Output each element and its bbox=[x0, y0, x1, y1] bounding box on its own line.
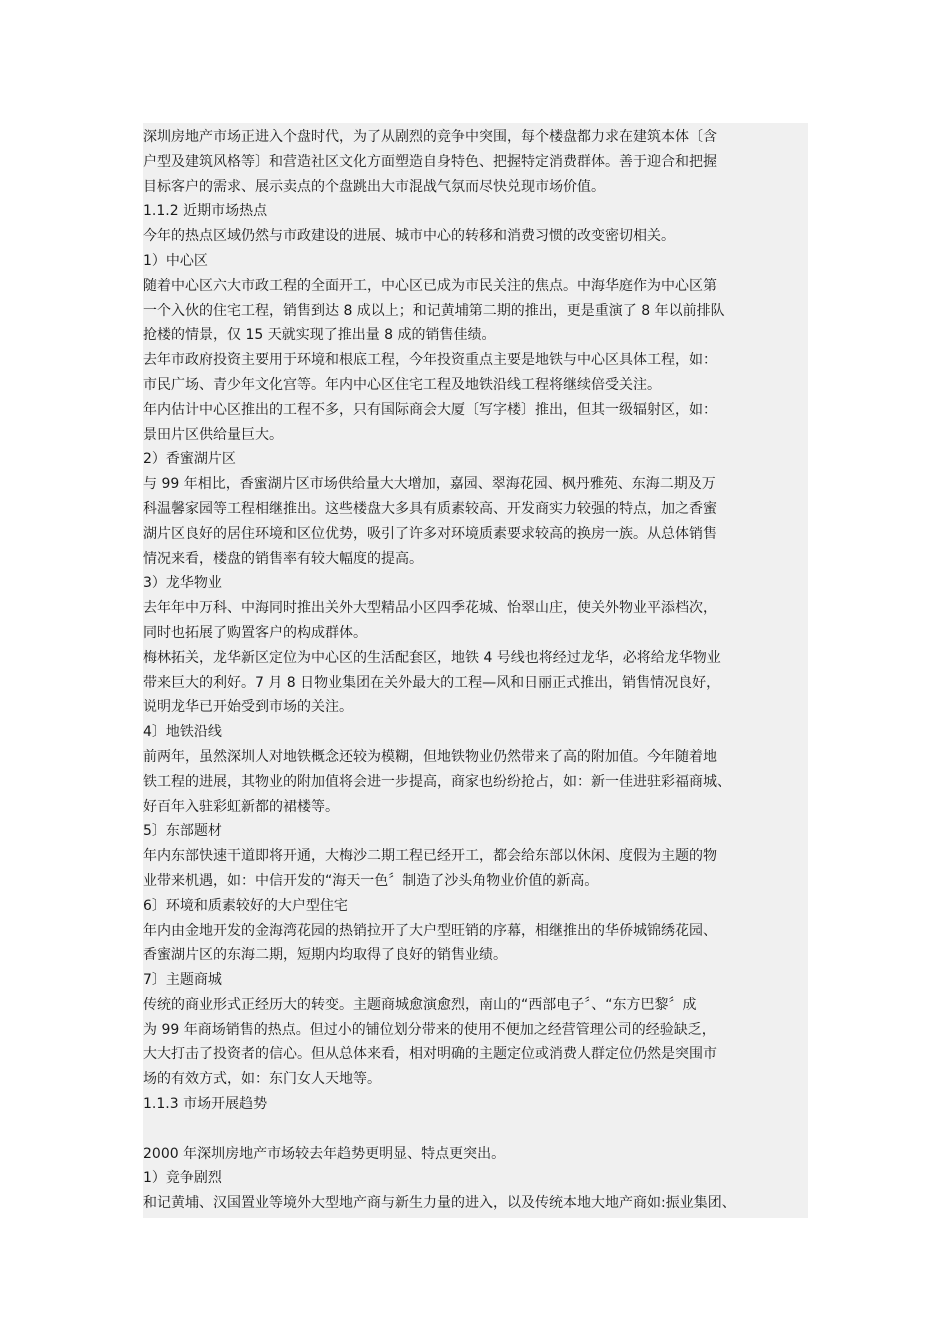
paragraph-line: 年内估计中心区推出的工程不多，只有国际商会大厦〔写字楼〕推出，但其一级辐射区，如： bbox=[143, 401, 717, 418]
paragraph-line: 铁工程的进展，其物业的附加值将会进一步提高，商家也纷纷抢占，如：新一佳进驻彩福商城、 bbox=[143, 773, 731, 790]
paragraph-line: 年内由金地开发的金海湾花园的热销拉开了大户型旺销的序幕，相继推出的华侨城锦绣花园、 bbox=[143, 922, 717, 939]
list-heading: 2）香蜜湖片区 bbox=[143, 451, 236, 468]
paragraph-line: 一个入伙的住宅工程，销售到达 8 成以上；和记黄埔第二期的推出，更是重演了 8 年以前排队 bbox=[143, 302, 725, 319]
list-heading: 7〕主题商城 bbox=[143, 972, 222, 989]
paragraph-line: 说明龙华已开始受到市场的关注。 bbox=[143, 699, 353, 716]
list-heading: 6〕环境和质素较好的大户型住宅 bbox=[143, 897, 348, 914]
list-heading: 5〕东部题材 bbox=[143, 823, 222, 840]
paragraph-line: 去年年中万科、中海同时推出关外大型精品小区四季花城、怡翠山庄，使关外物业平添档次， bbox=[143, 600, 717, 617]
paragraph-line: 同时也拓展了购置客户的构成群体。 bbox=[143, 624, 367, 641]
paragraph-line: 大大打击了投资者的信心。但从总体来看，相对明确的主题定位或消费人群定位仍然是突围市 bbox=[143, 1046, 717, 1063]
paragraph-line: 场的有效方式，如：东门女人天地等。 bbox=[143, 1071, 381, 1088]
paragraph-line: 前两年，虽然深圳人对地铁概念还较为模糊，但地铁物业仍然带来了高的附加值。今年随着地 bbox=[143, 748, 717, 765]
paragraph-line: 湖片区良好的居住环境和区位优势，吸引了许多对环境质素要求较高的换房一族。从总体销售 bbox=[143, 525, 717, 542]
paragraph-line: 随着中心区六大市政工程的全面开工，中心区已成为市民关注的焦点。中海华庭作为中心区第 bbox=[143, 277, 717, 294]
paragraph-line: 抢楼的情景，仅 15 天就实现了推出量 8 成的销售佳绩。 bbox=[143, 327, 496, 344]
paragraph-line: 带来巨大的利好。7 月 8 日物业集团在关外最大的工程—风和日丽正式推出，销售情况良好， bbox=[143, 674, 721, 691]
paragraph-line: 年内东部快速干道即将开通，大梅沙二期工程已经开工，都会给东部以休闲、度假为主题的物 bbox=[143, 848, 717, 865]
paragraph-line: 去年市政府投资主要用于环境和根底工程，今年投资重点主要是地铁与中心区具体工程，如： bbox=[143, 352, 717, 369]
paragraph-line: 传统的商业形式正经历大的转变。主题商城愈演愈烈，南山的“西部电子〞、“东方巴黎〞成 bbox=[143, 996, 697, 1013]
paragraph-line: 户型及建筑风格等〕和营造社区文化方面塑造自身特色、把握特定消费群体。善于迎合和把握 bbox=[143, 153, 717, 170]
document-body bbox=[143, 123, 808, 1218]
paragraph-line: 梅林拓关，龙华新区定位为中心区的生活配套区，地铁 4 号线也将经过龙华，必将给龙华物业 bbox=[143, 649, 721, 666]
paragraph-line: 目标客户的需求、展示卖点的个盘跳出大市混战气氛而尽快兑现市场价值。 bbox=[143, 178, 605, 195]
paragraph-line: 和记黄埔、汉国置业等境外大型地产商与新生力量的进入，以及传统本地大地产商如:振业集团、 bbox=[143, 1195, 736, 1212]
paragraph-line: 为 99 年商场销售的热点。但过小的铺位划分带来的使用不便加之经营管理公司的经验缺乏， bbox=[143, 1021, 716, 1038]
paragraph-line: 今年的热点区域仍然与市政建设的进展、城市中心的转移和消费习惯的改变密切相关。 bbox=[143, 228, 675, 245]
paragraph-line: 市民广场、青少年文化宫等。年内中心区住宅工程及地铁沿线工程将继续倍受关注。 bbox=[143, 376, 661, 393]
paragraph-line: 与 99 年相比，香蜜湖片区市场供给量大大增加，嘉园、翠海花园、枫丹雅苑、东海二期及万 bbox=[143, 476, 716, 493]
section-heading: 1.1.2 近期市场热点 bbox=[143, 203, 268, 220]
list-heading: 1）竞争剧烈 bbox=[143, 1170, 222, 1187]
paragraph-line: 2000 年深圳房地产市场较去年趋势更明显、特点更突出。 bbox=[143, 1145, 506, 1162]
list-heading: 4〕地铁沿线 bbox=[143, 724, 222, 741]
paragraph-line: 科温馨家园等工程相继推出。这些楼盘大多具有质素较高、开发商实力较强的特点，加之香蜜 bbox=[143, 500, 717, 517]
paragraph-line: 香蜜湖片区的东海二期，短期内均取得了良好的销售业绩。 bbox=[143, 947, 507, 964]
list-heading: 3）龙华物业 bbox=[143, 575, 222, 592]
list-heading: 1）中心区 bbox=[143, 252, 208, 269]
paragraph-line: 好百年入驻彩虹新都的裙楼等。 bbox=[143, 798, 339, 815]
paragraph-line: 情况来看，楼盘的销售率有较大幅度的提高。 bbox=[143, 550, 423, 567]
blank-line bbox=[143, 1117, 808, 1142]
paragraph-line: 景田片区供给量巨大。 bbox=[143, 426, 283, 443]
paragraph-line: 深圳房地产市场正进入个盘时代，为了从剧烈的竞争中突围，每个楼盘都力求在建筑本体〔含 bbox=[143, 129, 717, 145]
paragraph-line: 业带来机遇，如：中信开发的“海天一色〞制造了沙头角物业价值的新高。 bbox=[143, 872, 599, 889]
section-heading: 1.1.3 市场开展趋势 bbox=[143, 1096, 268, 1113]
